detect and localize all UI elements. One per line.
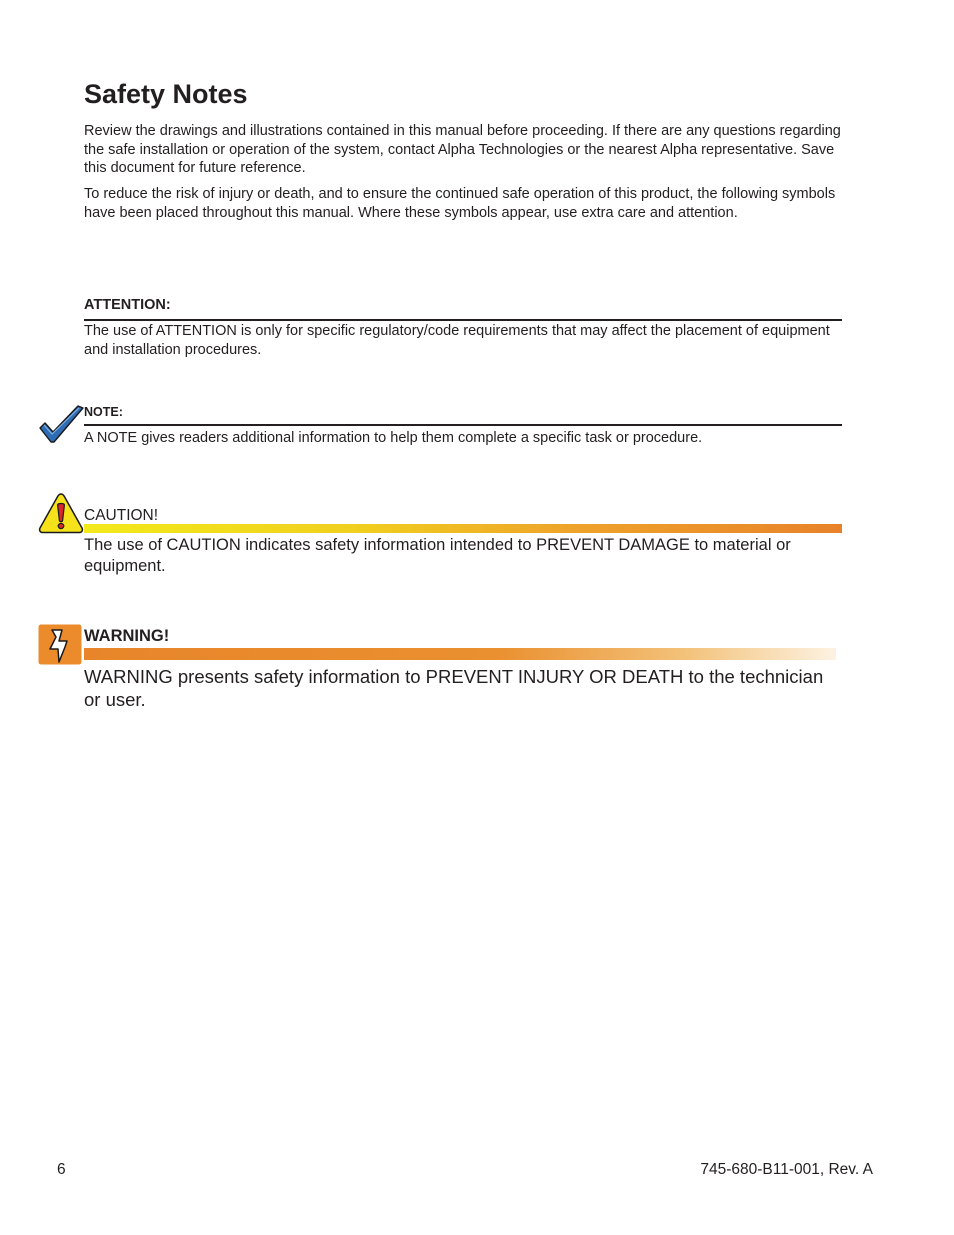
document-id: 745-680-B11-001, Rev. A	[700, 1161, 873, 1178]
attention-body: The use of ATTENTION is only for specific regulatory/code requirements that may affect the placement of equipment and installation procedures.	[84, 323, 830, 358]
warning-body: WARNING presents safety information to PREVENT INJURY OR DEATH to the technician or user.	[84, 666, 824, 710]
checkmark-icon	[38, 402, 84, 444]
lightning-bolt-icon	[38, 624, 82, 665]
attention-divider	[84, 319, 842, 321]
page-number: 6	[57, 1161, 66, 1178]
note-body: A NOTE gives readers additional information to help them complete a specific task or procedure.	[84, 430, 703, 446]
note-heading: NOTE:	[84, 405, 123, 419]
caution-bar	[84, 524, 842, 533]
intro-paragraph-1: Review the drawings and illustrations contained in this manual before proceeding. If there are any questions regarding the safe installation or operation of the system, contact Alpha Technologies or the nearest Alpha representative. Save this document for future reference.	[84, 123, 841, 176]
warning-bar	[84, 648, 836, 660]
note-divider	[84, 424, 842, 426]
attention-heading: ATTENTION:	[84, 297, 171, 313]
exclamation-triangle-icon	[38, 492, 84, 534]
warning-heading: WARNING!	[84, 627, 170, 645]
page-title: Safety Notes	[84, 79, 248, 109]
caution-heading: CAUTION!	[84, 507, 159, 524]
intro-paragraph-2: To reduce the risk of injury or death, and to ensure the continued safe operation of this product, the following symbols have been placed throughout this manual. Where these symbols appear, use extra care and attention.	[84, 186, 836, 221]
caution-body: The use of CAUTION indicates safety information intended to PREVENT DAMAGE to material or equipment.	[84, 536, 791, 575]
